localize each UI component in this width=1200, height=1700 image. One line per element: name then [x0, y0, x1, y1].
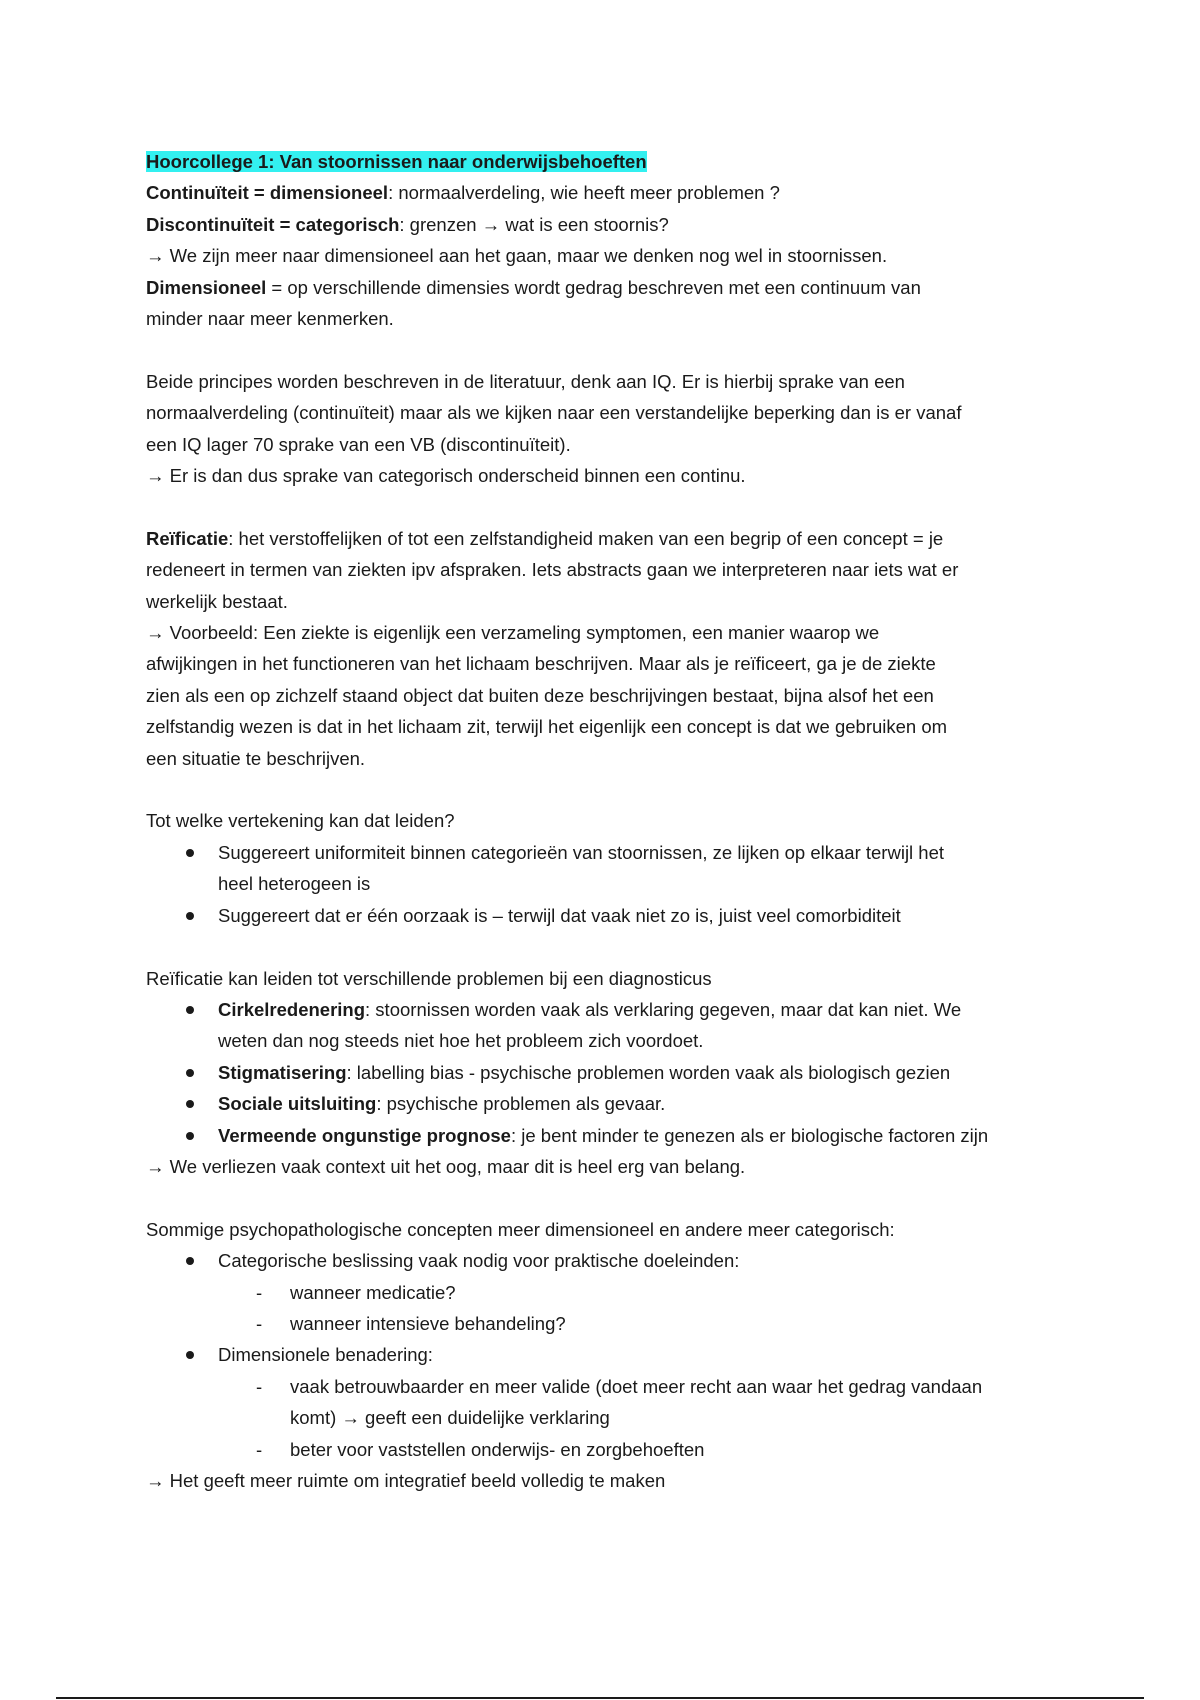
- concepten-intro: Sommige psychopathologische concepten meer dimensioneel en andere meer categorisch:: [146, 1218, 895, 1240]
- spacer: [146, 491, 1076, 522]
- reificatie-line-2: redeneert in termen van ziekten ipv afspraken. Iets abstracts gaan we interpreteren naar iets wat er: [146, 559, 959, 581]
- concepten-list: [146, 1245, 1076, 1465]
- intro-line-1: [146, 177, 1076, 208]
- list-item: [146, 1120, 1076, 1151]
- categorisch-sublist: [218, 1277, 1076, 1340]
- list-item: [146, 1245, 1076, 1339]
- list-item-text: : psychische problemen als gevaar.: [376, 1093, 666, 1115]
- term-dimensioneel: Dimensioneel: [146, 276, 267, 298]
- spacer: [146, 1182, 1076, 1213]
- principes-line-1: Beide principes worden beschreven in de literatuur, denk aan IQ. Er is hierbij sprake van een: [146, 370, 905, 392]
- categorisch-label: Categorische beslissing vaak nodig voor praktische doeleinden:: [218, 1250, 740, 1272]
- list-item: [146, 1339, 1076, 1465]
- dimensioneel-label: Dimensionele benadering:: [218, 1344, 433, 1366]
- list-item: [146, 994, 963, 1057]
- reificatie-line-3: werkelijk bestaat.: [146, 590, 288, 612]
- spacer: [146, 931, 1076, 962]
- list-item-text: : labelling bias - psychische problemen worden vaak als biologisch gezien: [346, 1061, 951, 1083]
- list-item: Suggereert dat er één oorzaak is – terwijl dat vaak niet zo is, juist veel comorbiditeit: [146, 900, 976, 931]
- term-cirkelredenering: Cirkelredenering: [218, 998, 366, 1020]
- intro-text-1: : normaalverdeling, wie heeft meer problemen ?: [388, 182, 780, 204]
- reificatie-line-7: zelfstandig wezen is dat in het lichaam zit, terwijl het eigenlijk een concept is dat we gebruiken om: [146, 716, 948, 738]
- list-item: [146, 1088, 1076, 1119]
- page-bottom-divider: [56, 1697, 1144, 1699]
- reificatie-line-6: zien als een op zichzelf staand object dat buiten deze beschrijvingen bestaat, bijna alsof het een: [146, 684, 934, 706]
- problemen-intro: Reïficatie kan leiden tot verschillende problemen bij een diagnosticus: [146, 967, 712, 989]
- list-item: Suggereert uniformiteit binnen categorieën van stoornissen, ze lijken op elkaar terwijl het heel heterogeen is: [146, 837, 958, 900]
- document-page: [146, 146, 1076, 1496]
- intro-line-5: minder naar meer kenmerken.: [146, 308, 394, 330]
- page-title-line: [146, 146, 1076, 177]
- reificatie-line-4: → Voorbeeld: Een ziekte is eigenlijk een verzameling symptomen, een manier waarop we: [146, 622, 880, 644]
- intro-line-3: → We zijn meer naar dimensioneel aan het gaan, maar we denken nog wel in stoornissen.: [146, 245, 888, 267]
- principes-line-2: normaalverdeling (continuïteit) maar als we kijken naar een verstandelijke beperking dan is er vanaf: [146, 402, 962, 424]
- term-continuiteit: Continuïteit = dimensioneel: [146, 182, 389, 204]
- reificatie-line-8: een situatie te beschrijven.: [146, 747, 366, 769]
- principes-line-3: een IQ lager 70 sprake van een VB (discontinuïteit).: [146, 433, 571, 455]
- intro-text-4: = op verschillende dimensies wordt gedrag beschreven met een continuum van: [266, 276, 921, 298]
- problemen-list: [146, 994, 1076, 1151]
- intro-line-4: [146, 272, 1076, 303]
- reificatie-line-5: afwijkingen in het functioneren van het lichaam beschrijven. Maar als je reïficeert, ga je de ziekte: [146, 653, 936, 675]
- vertekening-list: [146, 837, 976, 931]
- list-item: [146, 1057, 1076, 1088]
- reificatie-line-1: [146, 523, 1076, 554]
- sub-list-item: - vaak betrouwbaarder en meer valide (doet meer recht aan waar het gedrag vandaan komt) → geeft een duidelijke verklaring: [218, 1371, 1004, 1434]
- term-sociale-uitsluiting: Sociale uitsluiting: [218, 1093, 377, 1115]
- sub-list-item: - wanneer medicatie?: [218, 1277, 1076, 1308]
- spacer: [146, 774, 1076, 805]
- term-reificatie: Reïficatie: [146, 527, 229, 549]
- intro-line-2: [146, 209, 1076, 240]
- problemen-conclusion: → We verliezen vaak context uit het oog, maar dit is heel erg van belang.: [146, 1155, 746, 1177]
- sub-list-item: - beter voor vaststellen onderwijs- en zorgbehoeften: [218, 1434, 1076, 1465]
- reificatie-text-1: : het verstoffelijken of tot een zelfstandigheid maken van een begrip of een concept = je: [228, 527, 944, 549]
- dimensioneel-sublist: [218, 1371, 1076, 1465]
- sub-list-item: - wanneer intensieve behandeling?: [218, 1308, 1076, 1339]
- list-item-text: : je bent minder te genezen als er biologische factoren zijn: [510, 1124, 989, 1146]
- principes-line-4: → Er is dan dus sprake van categorisch onderscheid binnen een continu.: [146, 465, 746, 487]
- intro-text-2: : grenzen → wat is een stoornis?: [399, 213, 669, 235]
- term-vermeende-ongunstige-prognose: Vermeende ongunstige prognose: [218, 1124, 511, 1146]
- list-item-text: : stoornissen worden vaak als verklaring gegeven, maar dat kan niet. We weten dan nog steeds niet hoe het probleem zich voordoet.: [218, 998, 962, 1052]
- page-title: Hoorcollege 1: Van stoornissen naar onderwijsbehoeften: [146, 151, 647, 172]
- vertekening-question: Tot welke vertekening kan dat leiden?: [146, 810, 455, 832]
- spacer: [146, 334, 1076, 365]
- term-stigmatisering: Stigmatisering: [218, 1061, 347, 1083]
- term-discontinuiteit: Discontinuïteit = categorisch: [146, 213, 400, 235]
- concepten-conclusion: → Het geeft meer ruimte om integratief beeld volledig te maken: [146, 1469, 666, 1491]
